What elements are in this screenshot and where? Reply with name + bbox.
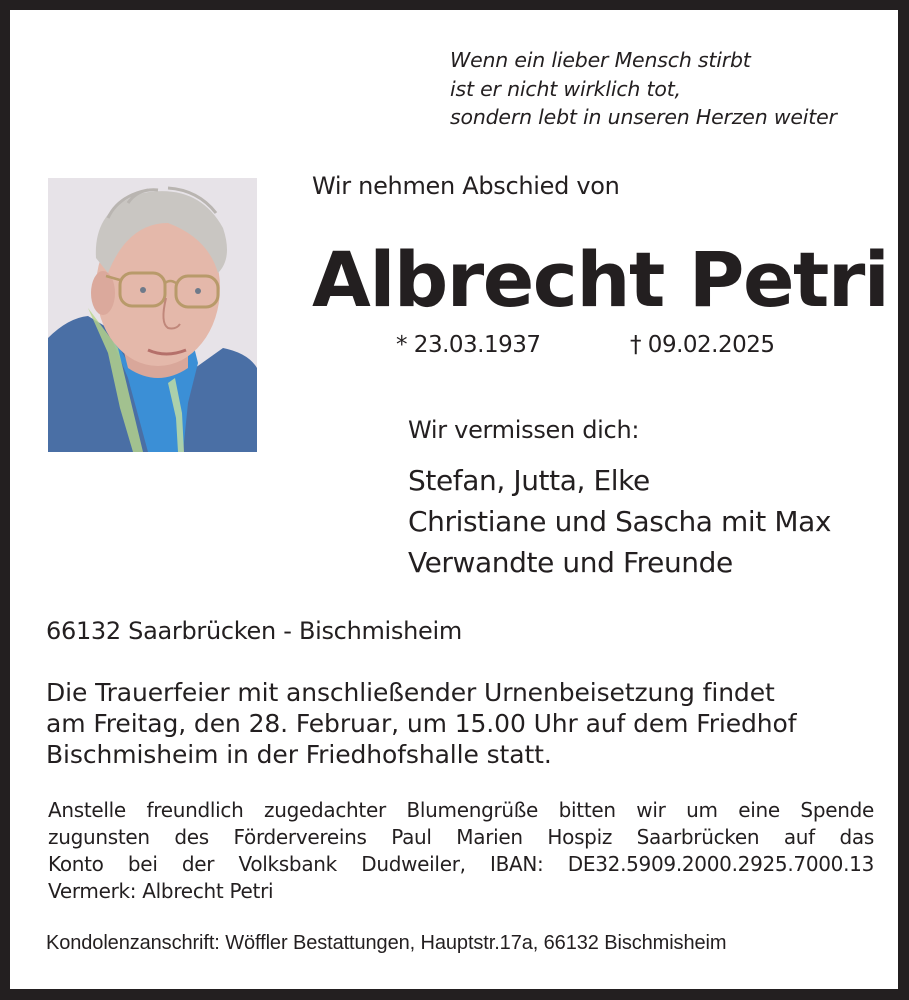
birth-date: * 23.03.1937 bbox=[396, 332, 541, 358]
condolence-address: Kondolenzanschrift: Wöffler Bestattungen, Hauptstr.17a, 66132 Bischmisheim bbox=[46, 932, 727, 954]
donation-line: Anstelle freundlich zugedachter Blumengrüße bitten wir um eine Spende bbox=[48, 798, 874, 822]
ceremony-line: Bischmisheim in der Friedhofshalle statt. bbox=[46, 740, 552, 769]
farewell-intro: Wir nehmen Abschied von bbox=[312, 172, 620, 200]
residence-place: 66132 Saarbrücken - Bischmisheim bbox=[46, 617, 462, 645]
mourners-list bbox=[408, 460, 831, 583]
ceremony-line: am Freitag, den 28. Februar, um 15.00 Uhr auf dem Friedhof bbox=[46, 709, 797, 738]
donation-line: Konto bei der Volksbank Dudweiler, IBAN: DE32.5909.2000.2925.7000.13 bbox=[48, 852, 874, 876]
death-date: † 09.02.2025 bbox=[630, 332, 775, 358]
mourner-line: Stefan, Jutta, Elke bbox=[408, 464, 650, 497]
mourner-line: Verwandte und Freunde bbox=[408, 546, 733, 579]
obituary-notice bbox=[10, 10, 898, 989]
quote-line: ist er nicht wirklich tot, bbox=[450, 76, 681, 101]
quote-line: sondern lebt in unseren Herzen weiter bbox=[450, 105, 837, 129]
donation-info bbox=[48, 797, 874, 905]
deceased-name: Albrecht Petri bbox=[312, 235, 889, 324]
donation-line: Vermerk: Albrecht Petri bbox=[48, 879, 274, 903]
memorial-quote bbox=[450, 46, 837, 132]
quote-line: Wenn ein lieber Mensch stirbt bbox=[450, 48, 751, 72]
portrait-photo bbox=[48, 178, 257, 452]
donation-line: zugunsten des Fördervereins Paul Marien Hospiz Saarbrücken auf das bbox=[48, 825, 874, 849]
mourners-intro: Wir vermissen dich: bbox=[408, 416, 640, 444]
ceremony-info bbox=[46, 677, 872, 770]
mourner-line: Christiane und Sascha mit Max bbox=[408, 505, 832, 538]
ceremony-line: Die Trauerfeier mit anschließender Urnenbeisetzung findet bbox=[46, 678, 775, 707]
